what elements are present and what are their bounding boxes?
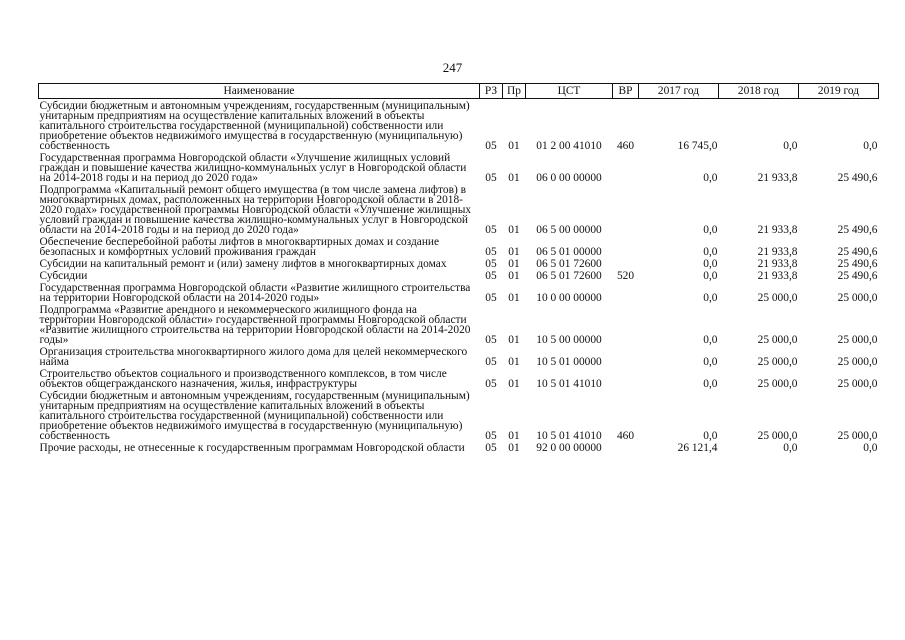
header-vr: ВР xyxy=(613,84,639,99)
page-number: 247 xyxy=(442,60,463,75)
row-vr: 520 xyxy=(616,270,635,282)
row-name: Субсидии xyxy=(39,270,88,282)
row-cst: 06 5 01 72600 xyxy=(536,258,602,270)
row-vr xyxy=(613,441,639,453)
row-2018: 25 000,0 xyxy=(757,378,798,390)
row-cst: 10 5 00 00000 xyxy=(536,334,602,346)
row-2019: 25 490,6 xyxy=(837,172,878,184)
row-pr: 01 xyxy=(508,172,520,184)
row-cst: 10 5 01 41010 xyxy=(536,378,602,390)
row-2019: 25 490,6 xyxy=(837,224,878,236)
row-2018: 21 933,8 xyxy=(757,258,798,270)
row-2019: 0,0 xyxy=(863,442,878,454)
row-vr: 460 xyxy=(616,430,635,442)
table-row xyxy=(39,345,879,367)
row-rz: 05 xyxy=(485,442,497,454)
row-cst: 06 0 00 00000 xyxy=(536,172,602,184)
row-2017: 0,0 xyxy=(703,224,718,236)
row-pr: 01 xyxy=(508,224,520,236)
table-row xyxy=(39,303,879,345)
row-2018: 25 000,0 xyxy=(757,356,798,368)
row-cst: 92 0 00 00000 xyxy=(536,442,602,454)
row-name: Подпрограмма «Развитие арендного и некоммерческого жилищного фонда на территории Новгородской области» государственной программы Новгородской области «Развитие жилищного строительства на территории Новгородской области на 2014-2020 годы» xyxy=(39,304,471,346)
header-2019: 2019 год xyxy=(799,84,879,99)
row-cst: 10 0 00 00000 xyxy=(536,292,602,304)
row-2019: 25 490,6 xyxy=(837,258,878,270)
header-cst: ЦСТ xyxy=(526,84,613,99)
row-rz: 05 xyxy=(485,224,497,236)
row-name: Подпрограмма «Капитальный ремонт общего имущества (в том числе замена лифтов) в многоквартирных домах, расположенных на территории Новгородской области в 2018-2020 годах» государственной программы Новгородской области «Улучшение жилищных условий граждан и повышение качества жилищно-коммунальных услуг в Новгородской области на 2014-2018 годы и на период до 2020 года» xyxy=(39,184,472,236)
header-2017: 2017 год xyxy=(639,84,719,99)
row-rz: 05 xyxy=(485,292,497,304)
row-2017: 0,0 xyxy=(703,378,718,390)
table-row xyxy=(39,257,879,269)
table-row xyxy=(39,269,879,281)
row-pr: 01 xyxy=(508,246,520,258)
row-pr: 01 xyxy=(508,430,520,442)
row-name: Государственная программа Новгородской области «Улучшение жилищных условий граждан и повышение качества жилищно-коммунальных услуг в Новгородской области на 2014-2018 годы и на период до 2020 года» xyxy=(39,152,467,184)
row-rz: 05 xyxy=(485,270,497,282)
row-name: Прочие расходы, не отнесенные к государственным программам Новгородской области xyxy=(39,442,465,454)
row-2019: 25 000,0 xyxy=(837,334,878,346)
row-cst: 10 5 01 41010 xyxy=(536,430,602,442)
row-pr: 01 xyxy=(508,270,520,282)
row-rz: 05 xyxy=(485,334,497,346)
row-pr: 01 xyxy=(508,258,520,270)
row-rz: 05 xyxy=(485,378,497,390)
row-pr: 01 xyxy=(508,292,520,304)
row-2018: 25 000,0 xyxy=(757,292,798,304)
row-2019: 25 490,6 xyxy=(837,246,878,258)
row-rz: 05 xyxy=(485,140,497,152)
header-pr: Пр xyxy=(503,84,526,99)
row-rz: 05 xyxy=(485,258,497,270)
row-vr xyxy=(613,303,639,345)
row-2017: 0,0 xyxy=(703,270,718,282)
row-rz: 05 xyxy=(485,172,497,184)
row-2017: 16 745,0 xyxy=(677,140,718,152)
table-row xyxy=(39,183,879,235)
row-pr: 01 xyxy=(508,140,520,152)
row-2018: 0,0 xyxy=(783,442,798,454)
row-vr xyxy=(613,281,639,303)
row-2018: 25 000,0 xyxy=(757,430,798,442)
table-body xyxy=(39,99,879,454)
row-cst: 10 5 01 00000 xyxy=(536,356,602,368)
table-row xyxy=(39,281,879,303)
row-cst: 06 5 01 00000 xyxy=(536,246,602,258)
header-rz: РЗ xyxy=(480,84,503,99)
row-vr xyxy=(613,183,639,235)
row-2018: 21 933,8 xyxy=(757,172,798,184)
row-2018: 25 000,0 xyxy=(757,334,798,346)
table-row xyxy=(39,367,879,389)
row-2019: 0,0 xyxy=(863,140,878,152)
row-2018: 0,0 xyxy=(783,140,798,152)
row-rz: 05 xyxy=(485,246,497,258)
row-name: Субсидии на капитальный ремонт и (или) замену лифтов в многоквартирных домах xyxy=(39,258,447,270)
row-2019: 25 490,6 xyxy=(837,270,878,282)
row-name: Субсидии бюджетным и автономным учреждениям, государственным (муниципальным) унитарным предприятиям на осуществление капитальных вложений в объекты капитального строительства государственной (муниципальной) собственности или приобретение объектов недвижимого имущества в государственную (муниципальную) собственность xyxy=(39,100,470,152)
budget-table xyxy=(38,83,879,453)
header-2018: 2018 год xyxy=(719,84,799,99)
row-2017: 0,0 xyxy=(703,246,718,258)
row-vr xyxy=(613,345,639,367)
row-2017: 26 121,4 xyxy=(677,442,718,454)
row-2017: 0,0 xyxy=(703,334,718,346)
row-cst: 01 2 00 41010 xyxy=(536,140,602,152)
row-2017: 0,0 xyxy=(703,172,718,184)
row-name: Организация строительства многоквартирного жилого дома для целей некоммерческого найма xyxy=(39,346,468,368)
row-name: Строительство объектов социального и производственного комплексов, в том числе объектов общегражданского назначения, жилья, инфраструктуры xyxy=(39,368,447,390)
header-name: Наименование xyxy=(39,84,480,99)
row-cst: 06 5 01 72600 xyxy=(536,270,602,282)
row-vr xyxy=(613,367,639,389)
row-pr: 01 xyxy=(508,442,520,454)
row-pr: 01 xyxy=(508,356,520,368)
row-vr xyxy=(613,235,639,257)
row-vr xyxy=(613,151,639,183)
table-row xyxy=(39,441,879,453)
row-rz: 05 xyxy=(485,356,497,368)
row-2017: 0,0 xyxy=(703,292,718,304)
table-row xyxy=(39,99,879,152)
row-pr: 01 xyxy=(508,378,520,390)
row-vr: 460 xyxy=(616,140,635,152)
row-2019: 25 000,0 xyxy=(837,356,878,368)
row-vr xyxy=(613,257,639,269)
table-row xyxy=(39,151,879,183)
row-name: Субсидии бюджетным и автономным учреждениям, государственным (муниципальным) унитарным предприятиям на осуществление капитальных вложений в объекты капитального строительства государственной (муниципальной) собственности или приобретение объектов недвижимого имущества в государственную (муниципальную) собственность xyxy=(39,390,470,442)
row-name: Государственная программа Новгородской области «Развитие жилищного строительства на территории Новгородской области на 2014-2020 годы» xyxy=(39,282,471,304)
row-2017: 0,0 xyxy=(703,258,718,270)
table-row xyxy=(39,235,879,257)
row-2017: 0,0 xyxy=(703,430,718,442)
row-2018: 21 933,8 xyxy=(757,246,798,258)
row-pr: 01 xyxy=(508,334,520,346)
row-2019: 25 000,0 xyxy=(837,292,878,304)
row-2018: 21 933,8 xyxy=(757,270,798,282)
row-cst: 06 5 00 00000 xyxy=(536,224,602,236)
row-2019: 25 000,0 xyxy=(837,430,878,442)
row-name: Обеспечение бесперебойной работы лифтов в многоквартирных домах и создание безопасных и комфортных условий проживания граждан xyxy=(39,236,440,258)
row-2018: 21 933,8 xyxy=(757,224,798,236)
row-2019: 25 000,0 xyxy=(837,378,878,390)
row-2017: 0,0 xyxy=(703,356,718,368)
table-header-row xyxy=(39,84,879,99)
row-rz: 05 xyxy=(485,430,497,442)
table-row xyxy=(39,389,879,441)
